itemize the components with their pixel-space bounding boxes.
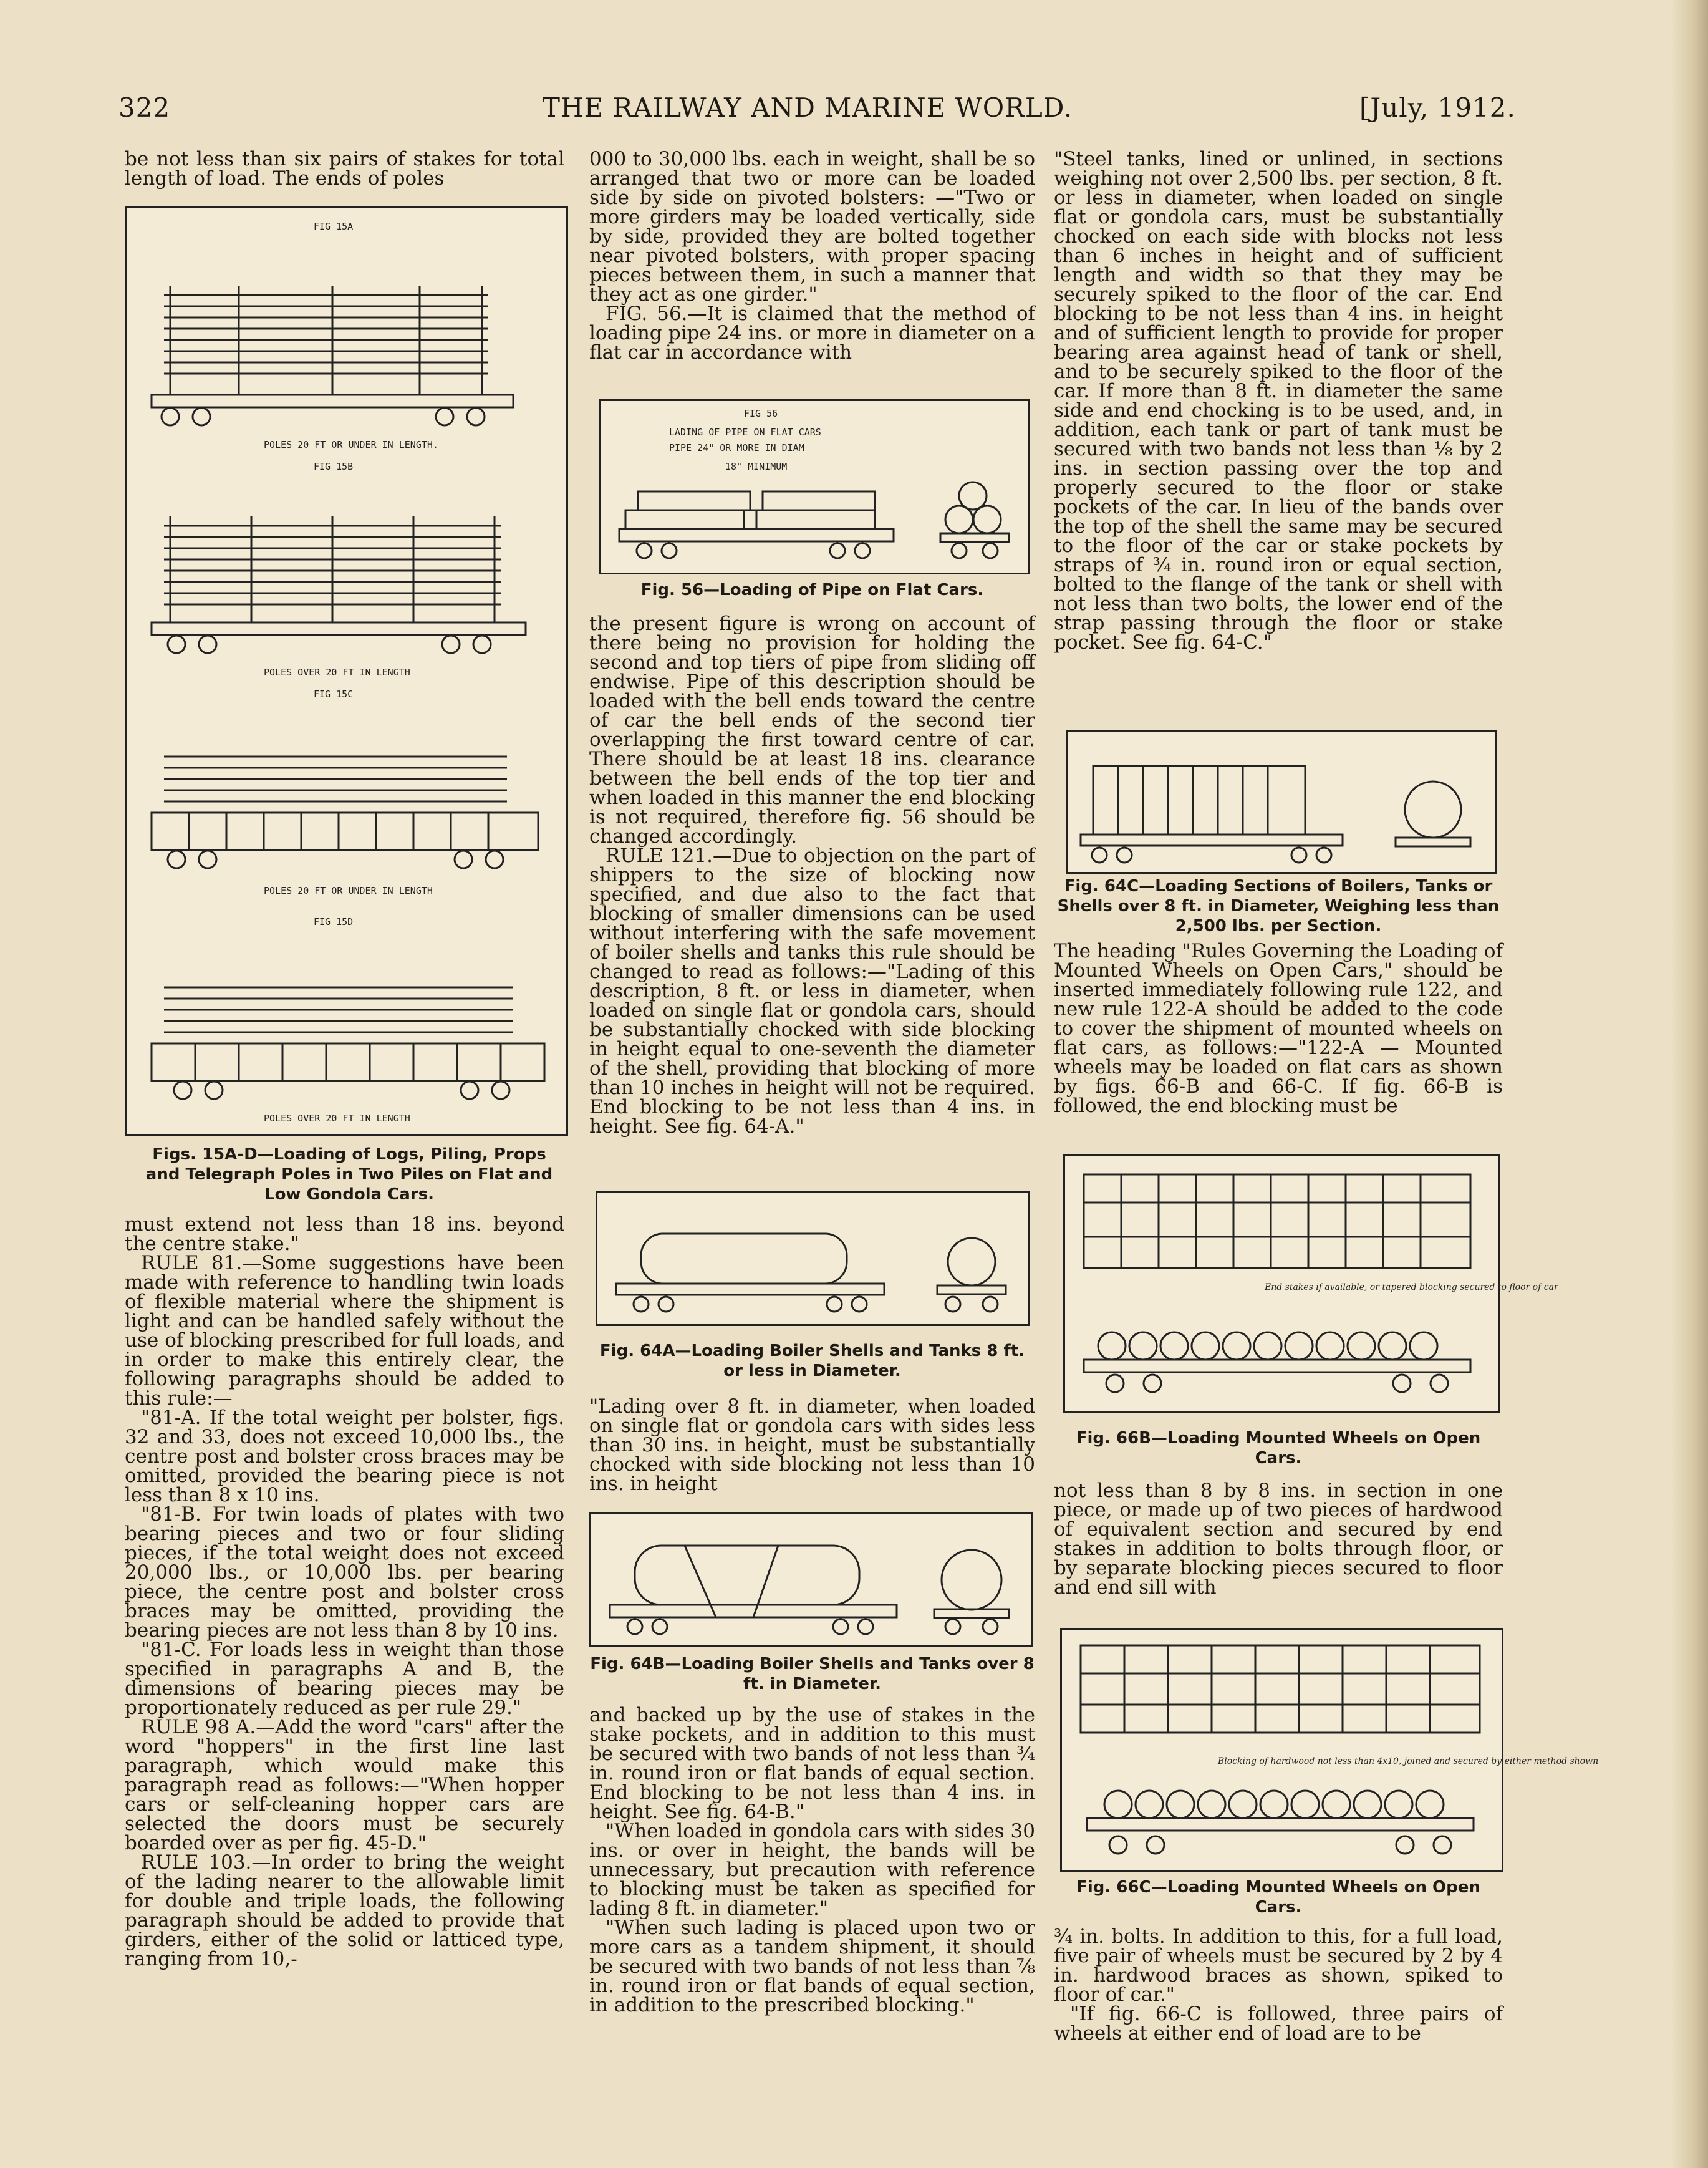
column-2-top (589, 150, 1035, 362)
fig66b-note: End stakes if available, or tapered blocking secured to floor of car (1265, 1282, 1558, 1292)
pipe-car-drawing (601, 401, 1028, 573)
column-3-top (1054, 150, 1503, 652)
paragraph: "81-C. For loads less in weight than those specified in paragraphs A and B, the dimensions of bearing pieces may be proportionately reduced as per rule 29." (125, 1638, 564, 1719)
fig15a-label: FIG 15A (314, 221, 354, 232)
paragraph: "81-B. For twin loads of plates with two bearing pieces and two or four sliding pieces, if the total weight does not exceed 20,000 lbs., or 10,000 lbs. per bearing piece, the centre post and bolster cross braces may be omitted, providing the bearing pieces are not less than 8 by 10 ins. (125, 1503, 564, 1642)
fig15c-foot: POLES 20 FT OR UNDER IN LENGTH (264, 885, 433, 896)
boiler-car-drawing-64a (597, 1193, 1028, 1324)
fig15b-foot: POLES OVER 20 FT IN LENGTH (264, 667, 410, 678)
fig15a-foot: POLES 20 FT OR UNDER IN LENGTH. (264, 439, 438, 450)
paragraph: RULE 121.—Due to objection on the part of shippers to the size of blocking now specified, and due also to the fact that blocking of smaller dimensions can be used without interfering with the safe movement of boiler shells and tanks this rule should be changed to read as follows:—"Lading of this description, 8 ft. or less in diameter, when loaded on single flat or gondola cars, should be substantially chocked with side blocking in height equal to one-seventh the diameter of the shell, providing that blocking of more than 10 inches in height will not be required. End blocking to be not less than 4 ins. in height. See fig. 64-A." (589, 844, 1035, 1138)
paragraph: "When such lading is placed upon two or more cars as a tandem shipment, it should be secured with two bands of not less than ⅞ in. round iron or flat bands of equal section, in addition to the prescribed blocking." (589, 1917, 1035, 2016)
paragraph: "81-A. If the total weight per bolster, figs. 32 and 33, does not exceed 10,000 lbs., the centre post and bolster cross braces may be omitted, provided the bearing piece is not less than 8 x 10 ins. (125, 1406, 564, 1506)
fig56-minimum: 18" MINIMUM (725, 461, 788, 472)
paragraph: be not less than six pairs of stakes for total length of load. The ends of poles (125, 148, 564, 190)
caption-fig-66b: Fig. 66B—Loading Mounted Wheels on Open Cars. (1076, 1429, 1481, 1468)
paragraph: "If fig. 66-C is followed, three pairs of wheels at either end of load are to be (1054, 2003, 1503, 2045)
paragraph: RULE 81.—Some suggestions have been made with reference to handling twin loads of flexible material where the shipment is light and can be handled safely without the use of blocking prescribed for full loads, and in order to make this entirely clear, the following paragraphs should be added to this rule:— (125, 1252, 564, 1410)
caption-fig-56: Fig. 56—Loading of Pipe on Flat Cars. (640, 581, 984, 599)
logging-cars-drawing (127, 208, 566, 1134)
paragraph: RULE 98 A.—Add the word "cars" after the word "hoppers" in the first line last paragraph, which would make this paragraph read as follows:—"When hopper cars or self-cleaning hopper cars are selected the doors must be securely boarded over as per fig. 45-D." (125, 1716, 564, 1854)
page-edge-shadow (1671, 0, 1708, 2168)
figure-64a (596, 1191, 1030, 1326)
column-3-lower (1054, 1481, 1503, 1597)
column-2-middle (589, 614, 1035, 1136)
fig15b-label: FIG 15B (314, 461, 354, 472)
paragraph: ¾ in. bolts. In addition to this, for a full load, five pair of wheels must be secured by 2 by 4 in. hardwood braces as shown, spiked to floor of car." (1054, 1925, 1503, 2006)
paragraph: must extend not less than 18 ins. beyond the centre stake." (125, 1213, 564, 1255)
fig56-label: FIG 56 (744, 408, 778, 419)
figure-66c (1060, 1628, 1599, 1872)
wheels-car-drawing-66b (1065, 1156, 1558, 1411)
paragraph: "Lading over 8 ft. in diameter, when loaded on single flat or gondola cars with sides less than 30 ins. in height, must be substantially chocked with side blocking not less than 10 ins. in height (589, 1395, 1035, 1495)
wheels-car-drawing-66c (1062, 1630, 1599, 1870)
figure-64b (589, 1512, 1033, 1647)
caption-fig-64b: Fig. 64B—Loading Boiler Shells and Tanks over 8 ft. in Diameter. (590, 1655, 1035, 1693)
fig56-sub2: PIPE 24" OR MORE IN DIAM (669, 442, 804, 453)
column-3-middle (1054, 942, 1503, 1116)
figure-15a-d (125, 206, 568, 1136)
paragraph: not less than 8 by 8 ins. in section in one piece, or made up of two pieces of hardwood of equivalent section and secured by end stakes in addition to bolts through floor, or by separate blocking pieces secured to floor and end sill with (1054, 1479, 1503, 1599)
column-2-bottom (589, 1706, 1035, 2015)
issue-date: [July, 1912. (1359, 92, 1516, 123)
paragraph: and backed up by the use of stakes in the stake pockets, and in addition to this must be secured with two bands of not less than ¾ in. round iron or flat bands of equal section. End blocking to be not less than 4 ins. in height. See fig. 64-B." (589, 1704, 1035, 1823)
paragraph: 000 to 30,000 lbs. each in weight, shall be so arranged that two or more can be loaded side by side on pivoted bolsters: —"Two or more girders may be loaded vertically, side by side, provided they are bolted together near pivoted bolsters, with proper spacing pieces between them, in such a manner that they act as one girder." (589, 148, 1035, 306)
fig15d-foot: POLES OVER 20 FT IN LENGTH (264, 1113, 410, 1124)
journal-title: THE RAILWAY AND MARINE WORLD. (543, 92, 1073, 123)
paragraph: "Steel tanks, lined or unlined, in sections weighing not over 2,500 lbs. per section, 8 ft. or less in diameter, when loaded on single flat or gondola cars, must be substantially chocked on each side with blocks not less than 6 inches in height and of sufficient length and width so that they may be securely spiked to the floor of the car. End blocking to be not less than 4 ins. in height and of sufficient length to provide for proper bearing area against head of tank or shell, and to be securely spiked to the floor of the car. If more than 8 ft. in diameter the same side and end chocking is to be used, and, in addition, each tank or part of tank must be secured with two bands not less than ⅛ by 2 ins. in section passing over the top and properly secured to the floor or stake pockets of the car. In lieu of the bands over the top of the shell the same may be secured to the floor of the car or stake pockets by straps of ¾ in. round iron or equal section, bolted to the flange of the tank or shell with not less than two bolts, the lower end of the strap passing through the floor or stake pocket. See fig. 64-C." (1054, 148, 1503, 654)
fig56-sub1: LADING OF PIPE ON FLAT CARS (669, 427, 821, 438)
figure-56 (599, 399, 1030, 574)
caption-fig-66c: Fig. 66C—Loading Mounted Wheels on Open Cars. (1076, 1878, 1480, 1917)
boiler-car-drawing-64b (591, 1514, 1031, 1645)
caption-fig-64a: Fig. 64A—Loading Boiler Shells and Tanks 8 ft. or less in Diameter. (599, 1342, 1025, 1380)
figure-66b (1063, 1154, 1558, 1413)
page-number: 322 (118, 92, 171, 123)
column-2-lower (589, 1397, 1035, 1494)
fig66c-note: Blocking of hardwood not less than 4x10, joined and secured by either method shown (1218, 1756, 1599, 1766)
column-1-top (125, 150, 564, 188)
paragraph: The heading "Rules Governing the Loading of Mounted Wheels on Open Cars," should be inserted immediately following rule 122, and new rule 122-A should be added to the code to cover the shipment of mounted wheels on flat cars, as follows:—"122-A — Mounted wheels may be loaded on flat cars as shown by figs. 66-B and 66-C. If fig. 66-B is followed, the end blocking must be (1054, 940, 1503, 1117)
caption-fig-15: Figs. 15A-D—Loading of Logs, Piling, Props and Telegraph Poles in Two Piles on Flat and Low Gondola Cars. (145, 1145, 553, 1204)
paragraph: FIG. 56.—It is claimed that the method of loading pipe 24 ins. or more in diameter on a flat car in accordance with (589, 302, 1035, 364)
paragraph: "When loaded in gondola cars with sides 30 ins. or over in height, the bands will be unnecessary, but precaution with reference to blocking must be taken as specified for lading 8 ft. in diameter." (589, 1820, 1035, 1920)
paragraph: the present figure is wrong on account of there being no provision for holding the second and top tiers of pipe from sliding off endwise. Pipe of this description should be loaded with the bell ends toward the centre of car the bell ends of the second tier overlapping the first toward centre of car. There should be at least 18 ins. clearance between the bell ends of the top tier and when loaded in this manner the end blocking is not required, therefore fig. 56 should be changed accordingly. (589, 612, 1035, 848)
column-1-bottom (125, 1215, 564, 1969)
fig15d-label: FIG 15D (314, 916, 354, 927)
fig15c-label: FIG 15C (314, 689, 354, 700)
caption-fig-64c: Fig. 64C—Loading Sections of Boilers, Tanks or Shells over 8 ft. in Diameter, Weighing less than 2,500 lbs. per Section. (1057, 877, 1500, 936)
column-3-bottom (1054, 1927, 1503, 2043)
tank-sections-drawing (1068, 732, 1495, 872)
figure-64c (1066, 730, 1497, 874)
paragraph: RULE 103.—In order to bring the weight of the lading nearer to the allowable limit for double and triple loads, the following paragraph should be added to provide that girders, either of the solid or latticed type, ranging from 10,- (125, 1851, 564, 1970)
